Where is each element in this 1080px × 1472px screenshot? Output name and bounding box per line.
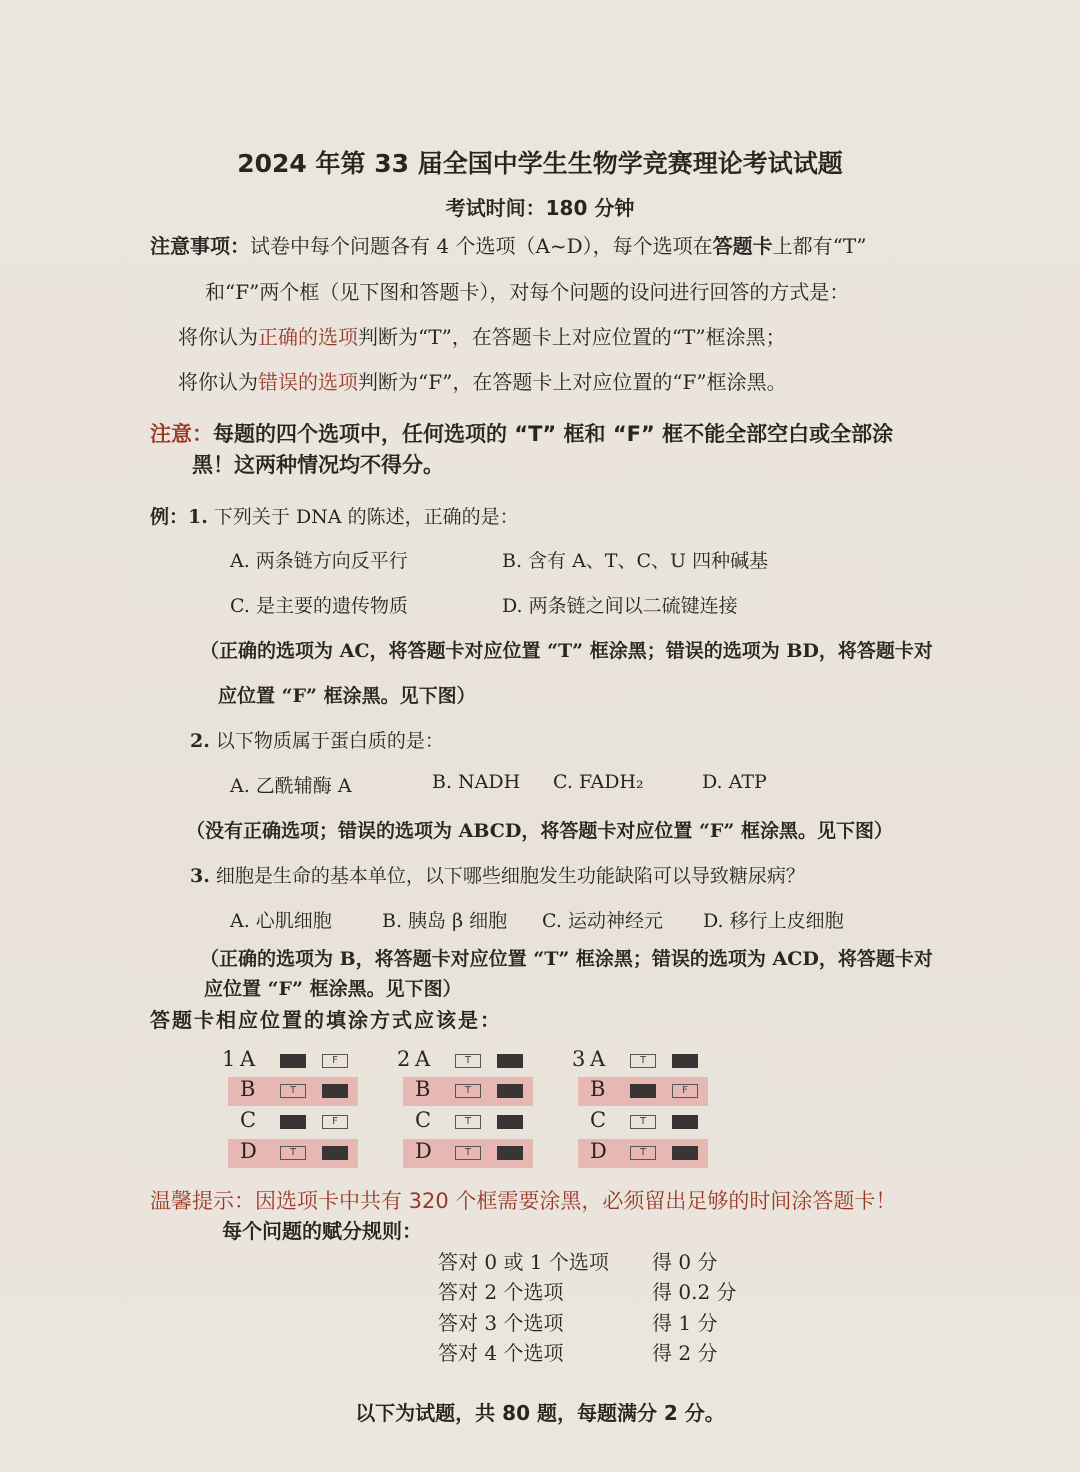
wrong-option-highlight: 错误的选项 [258, 370, 358, 394]
card-option-letter: D [415, 1139, 432, 1163]
q3-option-c: C. 运动神经元 [542, 910, 663, 932]
card-option-letter: A [240, 1047, 256, 1071]
scoring-condition: 答对 0 或 1 个选项 [438, 1250, 609, 1274]
q2-option-b: B. NADH [432, 771, 521, 793]
footer-note: 以下为试题，共 80 题，每题满分 2 分。 [355, 1401, 725, 1425]
empty-t-box: T [630, 1115, 656, 1129]
scoring-points: 得 0 分 [652, 1250, 718, 1274]
warning-label: 注意： [150, 422, 213, 446]
card-option-letter: D [590, 1139, 607, 1163]
card-option-letter: A [590, 1047, 606, 1071]
empty-t-box: T [455, 1054, 481, 1068]
card-option-letter: B [415, 1077, 431, 1101]
q2-option-d: D. ATP [702, 771, 767, 793]
instructions-line-4: 将你认为错误的选项判断为“F”，在答题卡上对应位置的“F”框涂黑。 [178, 370, 787, 394]
q2-option-c: C. FADH₂ [553, 771, 644, 793]
instructions-line-2: 和“F”两个框（见下图和答题卡），对每个问题的设问进行回答的方式是： [205, 280, 850, 304]
card-option-letter: C [240, 1108, 257, 1132]
filled-f-box [497, 1084, 523, 1098]
card-question-number: 3 [572, 1047, 586, 1071]
empty-t-box: T [280, 1146, 306, 1160]
empty-f-box: F [322, 1115, 348, 1129]
card-option-letter: A [415, 1047, 431, 1071]
scoring-points: 得 0.2 分 [652, 1280, 737, 1304]
filled-t-box [280, 1054, 306, 1068]
scoring-condition: 答对 3 个选项 [438, 1311, 564, 1335]
scoring-condition: 答对 4 个选项 [438, 1341, 564, 1365]
scoring-points: 得 1 分 [652, 1311, 718, 1335]
q3-option-a: A. 心肌细胞 [230, 910, 332, 932]
empty-f-box: F [672, 1084, 698, 1098]
filled-f-box [322, 1146, 348, 1160]
warning-line-1: 注意：每题的四个选项中，任何选项的 “T” 框和 “F” 框不能全部空白或全部涂 [150, 422, 894, 446]
q3-explanation-2: 应位置 “F” 框涂黑。见下图） [204, 978, 462, 1000]
filled-f-box [497, 1146, 523, 1160]
q1-option-b: B. 含有 A、T、C、U 四种碱基 [502, 550, 769, 572]
q3-option-b: B. 胰岛 β 细胞 [382, 910, 508, 932]
q3-option-d: D. 移行上皮细胞 [703, 910, 844, 932]
filled-f-box [497, 1054, 523, 1068]
q1-option-c: C. 是主要的遗传物质 [230, 595, 408, 617]
warning-line-2: 黑！这两种情况均不得分。 [192, 453, 444, 477]
empty-t-box: T [630, 1054, 656, 1068]
filled-f-box [322, 1084, 348, 1098]
instructions-line-1: 注意事项：试卷中每个问题各有 4 个选项（A~D），每个选项在答题卡上都有“T” [150, 234, 867, 258]
card-option-letter: C [415, 1108, 432, 1132]
scoring-points: 得 2 分 [652, 1341, 718, 1365]
empty-t-box: T [455, 1146, 481, 1160]
q1-explanation-2: 应位置 “F” 框涂黑。见下图） [218, 685, 476, 707]
filled-f-box [672, 1054, 698, 1068]
instructions-label: 注意事项： [150, 234, 250, 258]
card-question-number: 1 [222, 1047, 236, 1071]
empty-t-box: T [630, 1146, 656, 1160]
card-option-letter: C [590, 1108, 607, 1132]
card-option-letter: B [240, 1077, 256, 1101]
warm-tip: 温馨提示：因选项卡中共有 320 个框需要涂黑，必须留出足够的时间涂答题卡！ [150, 1189, 897, 1213]
example-q3: 3. 细胞是生命的基本单位，以下哪些细胞发生功能缺陷可以导致糖尿病？ [190, 865, 805, 887]
correct-option-highlight: 正确的选项 [258, 325, 358, 349]
exam-duration: 考试时间：180 分钟 [445, 196, 635, 220]
scoring-title: 每个问题的赋分规则： [222, 1219, 422, 1243]
page-title: 2024 年第 33 届全国中学生生物学竞赛理论考试试题 [237, 149, 843, 178]
example-q2: 2. 以下物质属于蛋白质的是： [190, 730, 444, 752]
filled-t-box [630, 1084, 656, 1098]
q1-explanation-1: （正确的选项为 AC，将答题卡对应位置 “T” 框涂黑；错误的选项为 BD，将答题卡对 [200, 640, 933, 662]
answer-card-heading: 答题卡相应位置的填涂方式应该是： [150, 1008, 502, 1032]
example-q1: 例：1. 下列关于 DNA 的陈述，正确的是： [150, 506, 519, 528]
scoring-condition: 答对 2 个选项 [438, 1280, 564, 1304]
q1-option-a: A. 两条链方向反平行 [230, 550, 408, 572]
q1-option-d: D. 两条链之间以二硫键连接 [502, 595, 738, 617]
filled-f-box [672, 1146, 698, 1160]
card-question-number: 2 [397, 1047, 411, 1071]
filled-f-box [672, 1115, 698, 1129]
filled-t-box [280, 1115, 306, 1129]
card-option-letter: B [590, 1077, 606, 1101]
empty-t-box: T [280, 1084, 306, 1098]
card-option-letter: D [240, 1139, 257, 1163]
q2-explanation: （没有正确选项；错误的选项为 ABCD，将答题卡对应位置 “F” 框涂黑。见下图） [186, 820, 893, 842]
empty-t-box: T [455, 1084, 481, 1098]
filled-f-box [497, 1115, 523, 1129]
q2-option-a: A. 乙酰辅酶 A [230, 775, 352, 797]
empty-t-box: T [455, 1115, 481, 1129]
empty-f-box: F [322, 1054, 348, 1068]
q3-explanation-1: （正确的选项为 B，将答题卡对应位置 “T” 框涂黑；错误的选项为 ACD，将答题卡对 [200, 948, 933, 970]
instructions-line-3: 将你认为正确的选项判断为“T”，在答题卡上对应位置的“T”框涂黑； [178, 325, 786, 349]
